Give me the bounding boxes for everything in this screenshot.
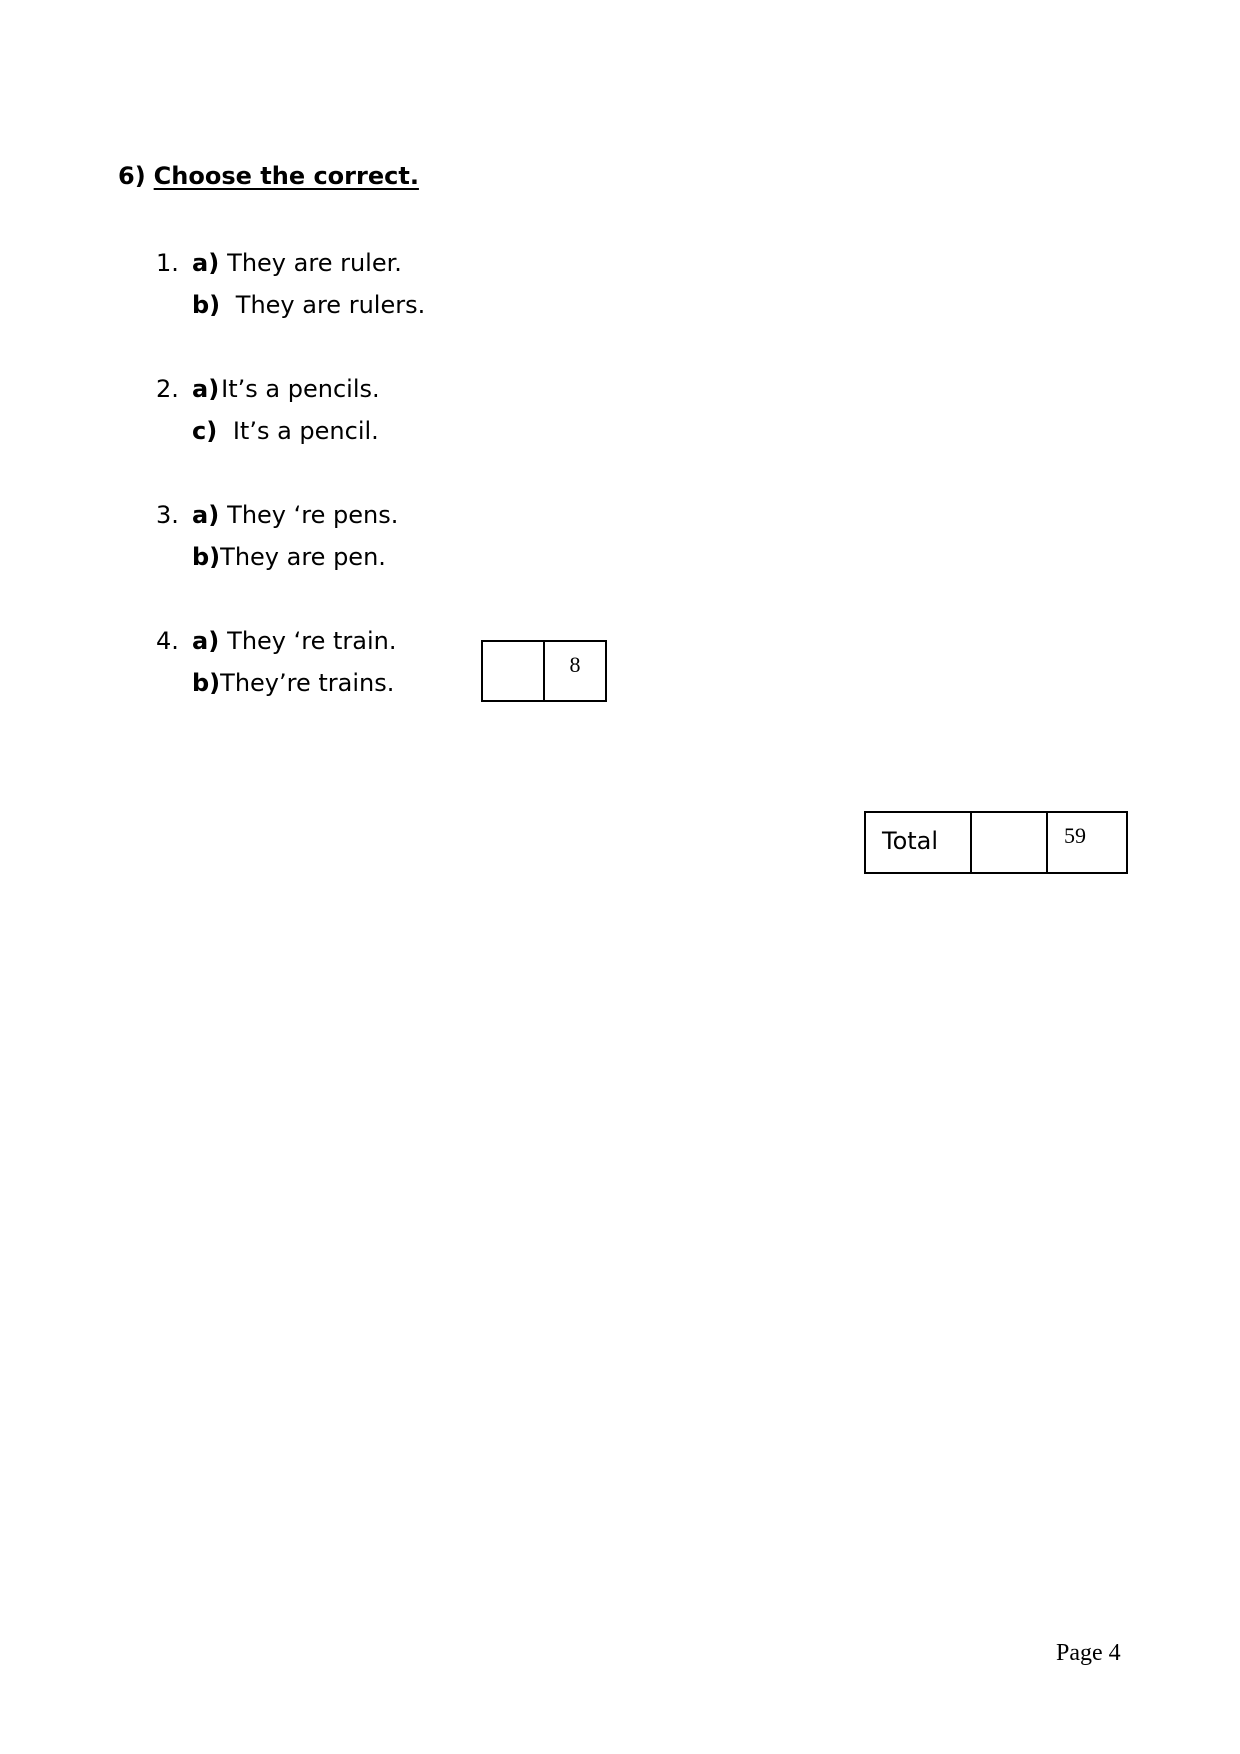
question-number: 1. xyxy=(156,249,179,277)
option-text: They are rulers. xyxy=(228,291,426,319)
option-4b xyxy=(156,662,397,704)
option-text: They are ruler. xyxy=(227,249,402,277)
page-number: Page 4 xyxy=(1056,1640,1121,1666)
option-letter: b) xyxy=(192,669,221,697)
option-text: They ‘re pens. xyxy=(227,501,399,529)
option-text: They are pen. xyxy=(220,543,386,571)
option-1a xyxy=(156,242,425,284)
option-2c xyxy=(156,410,380,452)
option-3b xyxy=(156,536,398,578)
option-letter: a) xyxy=(192,627,220,655)
section-number: 6) xyxy=(118,162,146,190)
score-entry-cell[interactable] xyxy=(483,642,545,700)
option-text: They ‘re train. xyxy=(227,627,397,655)
section-title: Choose the correct. xyxy=(153,162,419,190)
question-number: 3. xyxy=(156,501,179,529)
option-text: It’s a pencils. xyxy=(221,375,380,403)
option-text: It’s a pencil. xyxy=(225,417,379,445)
question-1 xyxy=(156,242,425,326)
total-entry-cell[interactable] xyxy=(972,813,1048,872)
option-letter: a) xyxy=(192,501,220,529)
question-number: 4. xyxy=(156,627,179,655)
question-number: 2. xyxy=(156,375,179,403)
total-score-box xyxy=(864,811,1128,874)
option-3a xyxy=(156,494,398,536)
option-2a xyxy=(156,368,380,410)
question-2 xyxy=(156,368,380,452)
option-letter: a) xyxy=(192,375,220,403)
question-3 xyxy=(156,494,398,578)
option-letter: b) xyxy=(192,543,221,571)
question-4 xyxy=(156,620,397,704)
option-text: They’re trains. xyxy=(220,669,395,697)
option-1b xyxy=(156,284,425,326)
section-heading xyxy=(118,162,419,190)
score-max: 8 xyxy=(569,652,581,677)
option-letter: b) xyxy=(192,291,221,319)
section-score-box xyxy=(481,640,607,702)
option-4a xyxy=(156,620,397,662)
option-letter: c) xyxy=(192,417,218,445)
total-label: Total xyxy=(866,813,972,872)
option-letter: a) xyxy=(192,249,220,277)
total-max: 59 xyxy=(1064,823,1086,848)
